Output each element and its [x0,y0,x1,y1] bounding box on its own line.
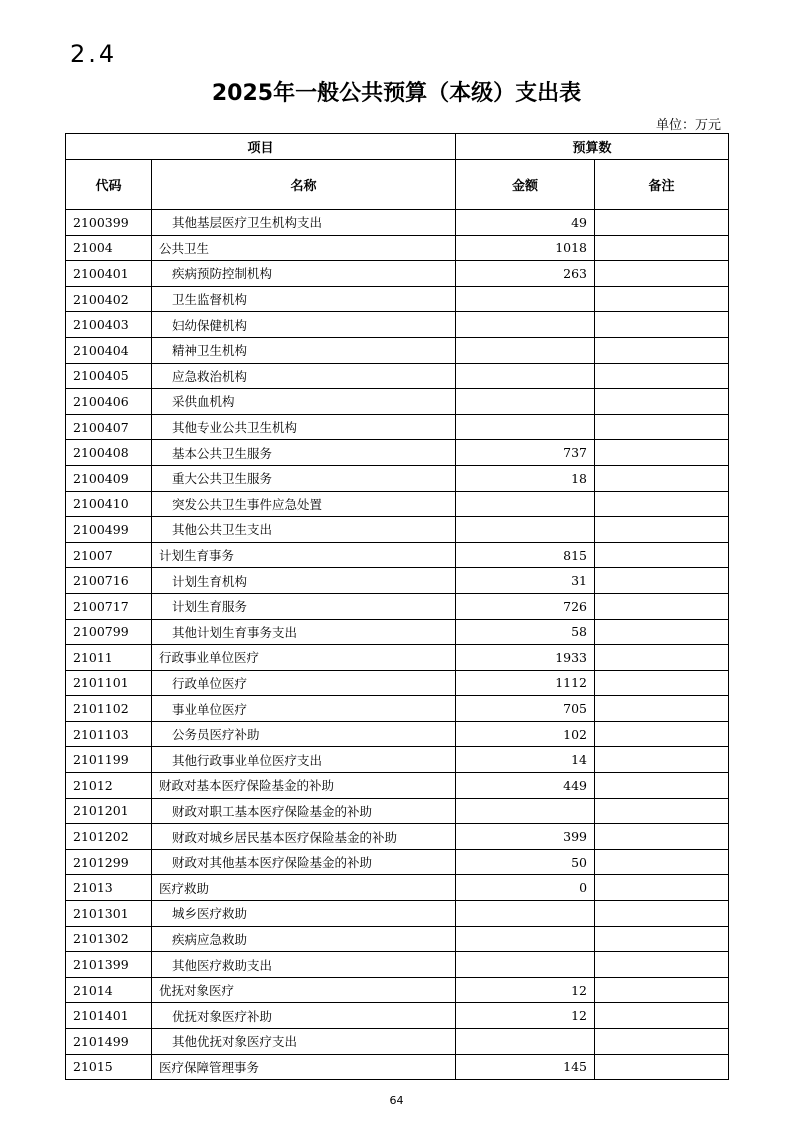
cell-code: 2101499 [66,1029,152,1055]
table-row [66,721,729,747]
table-row [66,465,729,491]
cell-remark [595,542,729,568]
cell-amount: 50 [456,849,595,875]
cell-remark [595,593,729,619]
cell-amount: 705 [456,696,595,722]
table-row [66,773,729,799]
cell-code: 21014 [66,977,152,1003]
table-row [66,491,729,517]
cell-remark [595,952,729,978]
cell-remark [595,1029,729,1055]
cell-code: 2101201 [66,798,152,824]
cell-name: 医疗救助 [152,875,456,901]
table-row [66,824,729,850]
table-row [66,849,729,875]
cell-name: 其他计划生育事务支出 [152,619,456,645]
cell-amount [456,952,595,978]
cell-code: 2100406 [66,389,152,415]
cell-amount [456,901,595,927]
cell-code: 2100410 [66,491,152,517]
page-number: 64 [389,1094,404,1107]
header-code: 代码 [66,160,152,210]
cell-code: 2100408 [66,440,152,466]
cell-remark [595,875,729,901]
cell-amount [456,926,595,952]
table-row [66,1029,729,1055]
cell-remark [595,773,729,799]
cell-code: 2100499 [66,517,152,543]
cell-name: 重大公共卫生服务 [152,465,456,491]
unit-label: 单位：万元 [655,118,721,133]
cell-code: 2101202 [66,824,152,850]
cell-remark [595,440,729,466]
cell-amount: 263 [456,261,595,287]
cell-remark [595,824,729,850]
cell-name: 医疗保障管理事务 [152,1054,456,1080]
cell-remark [595,747,729,773]
cell-code: 2101199 [66,747,152,773]
cell-name: 公务员医疗补助 [152,721,456,747]
cell-amount [456,389,595,415]
cell-amount: 12 [456,1003,595,1029]
cell-remark [595,568,729,594]
cell-amount: 58 [456,619,595,645]
cell-amount [456,286,595,312]
cell-name: 其他专业公共卫生机构 [152,414,456,440]
cell-name: 行政事业单位医疗 [152,645,456,671]
cell-name: 城乡医疗救助 [152,901,456,927]
cell-name: 优抚对象医疗补助 [152,1003,456,1029]
table-row [66,440,729,466]
cell-name: 优抚对象医疗 [152,977,456,1003]
table-row [66,312,729,338]
table-body [66,210,729,1080]
cell-name: 其他优抚对象医疗支出 [152,1029,456,1055]
cell-code: 2100716 [66,568,152,594]
header-item: 项目 [66,134,456,160]
cell-amount [456,414,595,440]
cell-remark [595,210,729,236]
cell-remark [595,235,729,261]
cell-remark [595,619,729,645]
cell-remark [595,721,729,747]
table-row [66,389,729,415]
cell-remark [595,312,729,338]
cell-code: 2101302 [66,926,152,952]
cell-code: 2100407 [66,414,152,440]
cell-amount: 737 [456,440,595,466]
cell-code: 2101299 [66,849,152,875]
cell-amount [456,363,595,389]
header-name: 名称 [152,160,456,210]
table-row [66,210,729,236]
cell-name: 应急救治机构 [152,363,456,389]
table-row [66,542,729,568]
cell-name: 财政对其他基本医疗保险基金的补助 [152,849,456,875]
cell-code: 21013 [66,875,152,901]
header-budget: 预算数 [456,134,729,160]
section-number: 2.4 [70,40,118,68]
cell-amount: 14 [456,747,595,773]
table-row [66,952,729,978]
cell-remark [595,849,729,875]
cell-name: 疾病应急救助 [152,926,456,952]
cell-amount: 726 [456,593,595,619]
cell-code: 21004 [66,235,152,261]
table-row [66,926,729,952]
cell-amount: 1018 [456,235,595,261]
page-title: 2025年一般公共预算（本级）支出表 [211,81,582,106]
cell-code: 21015 [66,1054,152,1080]
cell-code: 2100402 [66,286,152,312]
cell-name: 基本公共卫生服务 [152,440,456,466]
cell-remark [595,901,729,927]
table-row [66,875,729,901]
cell-amount [456,337,595,363]
cell-name: 财政对基本医疗保险基金的补助 [152,773,456,799]
cell-name: 计划生育机构 [152,568,456,594]
cell-amount: 0 [456,875,595,901]
cell-code: 21012 [66,773,152,799]
cell-name: 突发公共卫生事件应急处置 [152,491,456,517]
cell-code: 21007 [66,542,152,568]
cell-remark [595,926,729,952]
cell-remark [595,465,729,491]
cell-amount: 102 [456,721,595,747]
cell-amount: 1112 [456,670,595,696]
cell-amount: 18 [456,465,595,491]
cell-code: 2101102 [66,696,152,722]
cell-remark [595,517,729,543]
cell-code: 2100403 [66,312,152,338]
cell-name: 财政对城乡居民基本医疗保险基金的补助 [152,824,456,850]
cell-code: 2100405 [66,363,152,389]
cell-name: 其他公共卫生支出 [152,517,456,543]
table-row [66,517,729,543]
table-row [66,645,729,671]
cell-amount [456,1029,595,1055]
cell-name: 公共卫生 [152,235,456,261]
cell-amount: 145 [456,1054,595,1080]
cell-code: 2100799 [66,619,152,645]
cell-name: 事业单位医疗 [152,696,456,722]
cell-name: 其他医疗救助支出 [152,952,456,978]
cell-remark [595,1003,729,1029]
cell-remark [595,645,729,671]
cell-remark [595,337,729,363]
cell-name: 行政单位医疗 [152,670,456,696]
cell-amount [456,517,595,543]
cell-amount: 49 [456,210,595,236]
table-row [66,1003,729,1029]
cell-amount [456,312,595,338]
table-row [66,337,729,363]
cell-name: 精神卫生机构 [152,337,456,363]
cell-code: 2101399 [66,952,152,978]
cell-remark [595,798,729,824]
cell-name: 采供血机构 [152,389,456,415]
cell-name: 卫生监督机构 [152,286,456,312]
cell-amount: 449 [456,773,595,799]
table-row [66,235,729,261]
cell-amount: 31 [456,568,595,594]
table-row [66,261,729,287]
cell-name: 其他基层医疗卫生机构支出 [152,210,456,236]
cell-remark [595,491,729,517]
table-row [66,593,729,619]
header-remark: 备注 [595,160,729,210]
cell-remark [595,363,729,389]
cell-amount: 399 [456,824,595,850]
cell-remark [595,670,729,696]
cell-remark [595,977,729,1003]
cell-code: 2100404 [66,337,152,363]
cell-name: 计划生育服务 [152,593,456,619]
cell-remark [595,696,729,722]
cell-code: 2101101 [66,670,152,696]
cell-code: 2100401 [66,261,152,287]
cell-code: 2101103 [66,721,152,747]
cell-amount: 12 [456,977,595,1003]
cell-remark [595,414,729,440]
table-row [66,798,729,824]
cell-name: 计划生育事务 [152,542,456,568]
cell-name: 疾病预防控制机构 [152,261,456,287]
cell-amount: 1933 [456,645,595,671]
cell-code: 2100717 [66,593,152,619]
table-row [66,670,729,696]
expenditure-table [65,133,729,1080]
table-row [66,619,729,645]
cell-code: 21011 [66,645,152,671]
cell-name: 其他行政事业单位医疗支出 [152,747,456,773]
cell-remark [595,1054,729,1080]
table-row [66,363,729,389]
table-row [66,977,729,1003]
cell-remark [595,286,729,312]
cell-code: 2101401 [66,1003,152,1029]
table-row [66,568,729,594]
cell-code: 2100399 [66,210,152,236]
cell-code: 2100409 [66,465,152,491]
header-amount: 金额 [456,160,595,210]
table-row [66,286,729,312]
table-row [66,696,729,722]
table-row [66,1054,729,1080]
table-row [66,414,729,440]
cell-name: 财政对职工基本医疗保险基金的补助 [152,798,456,824]
cell-name: 妇幼保健机构 [152,312,456,338]
cell-code: 2101301 [66,901,152,927]
cell-amount [456,491,595,517]
cell-remark [595,261,729,287]
cell-remark [595,389,729,415]
cell-amount: 815 [456,542,595,568]
table-row [66,747,729,773]
table-row [66,901,729,927]
cell-amount [456,798,595,824]
